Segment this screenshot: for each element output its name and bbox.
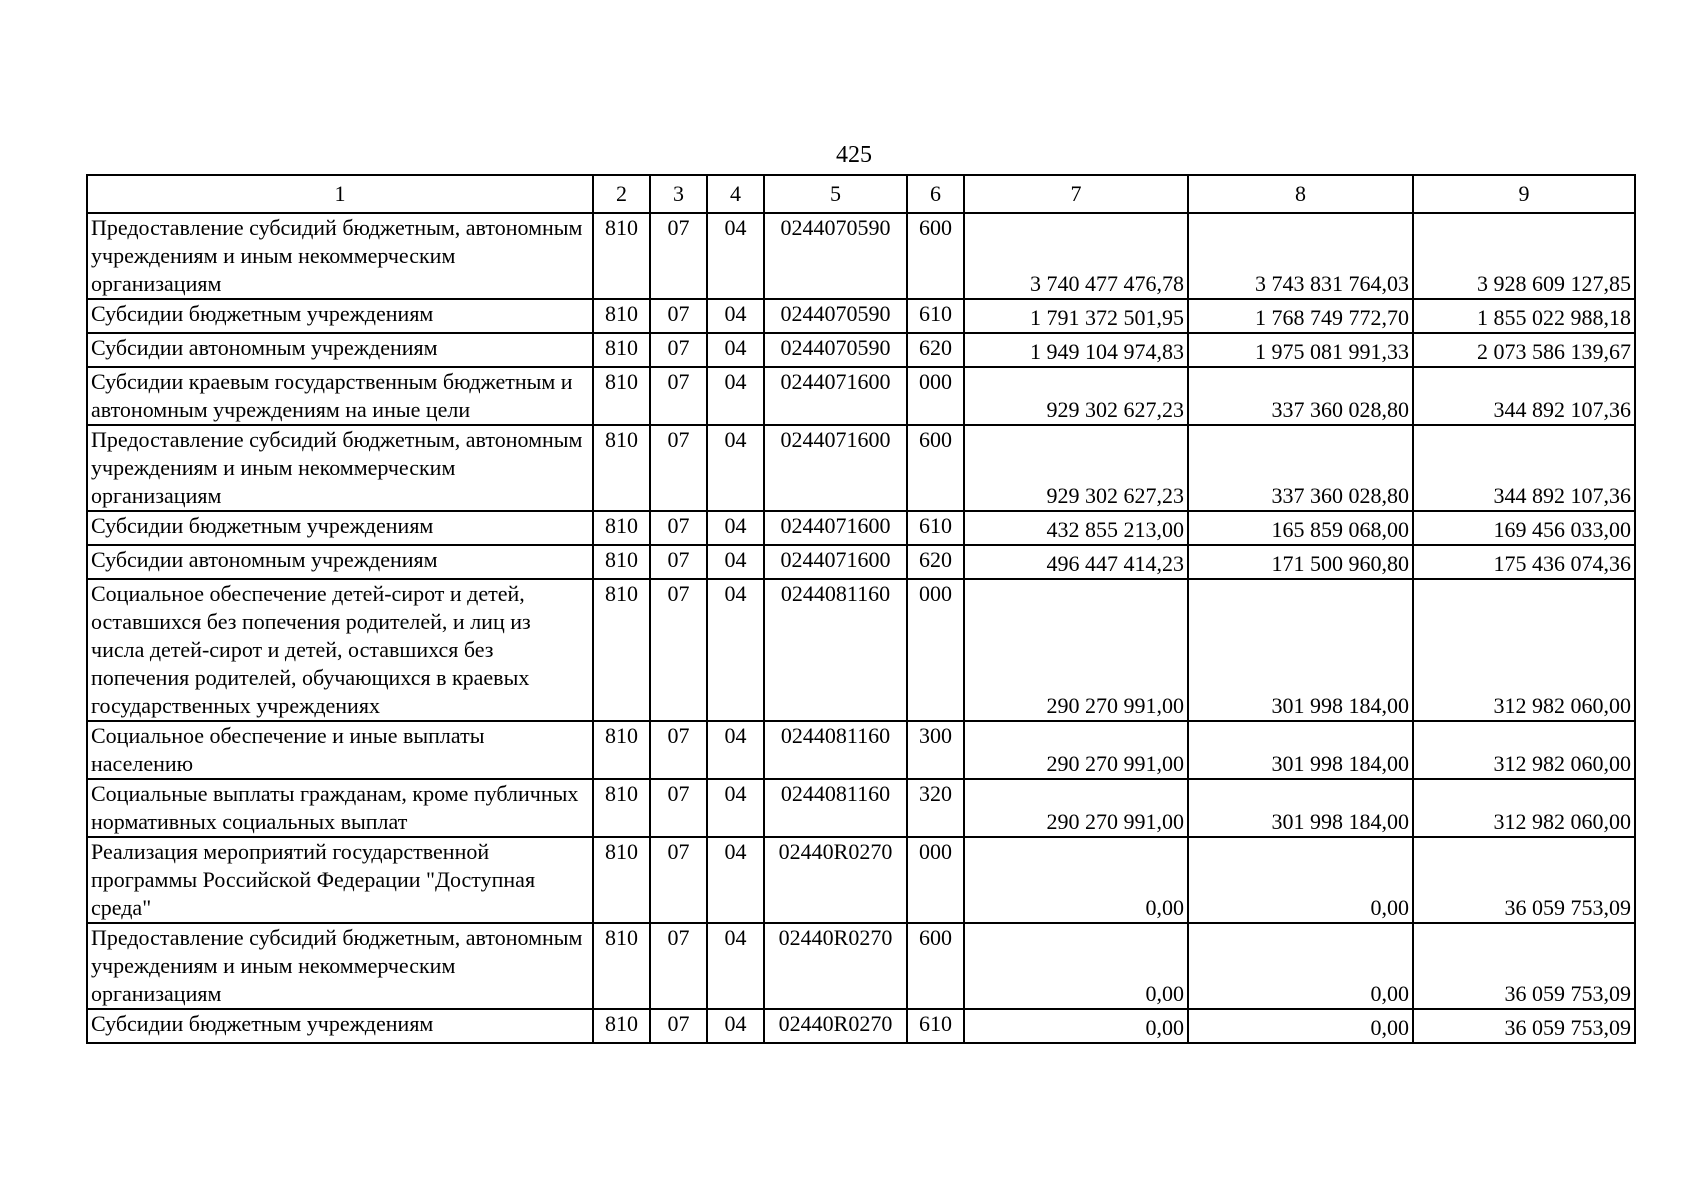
cell-amount-8: 3 743 831 764,03 — [1188, 213, 1413, 299]
cell-amount-8: 337 360 028,80 — [1188, 425, 1413, 511]
cell-code-2: 810 — [593, 721, 650, 779]
table-row — [87, 299, 1635, 333]
cell-amount-8: 301 998 184,00 — [1188, 779, 1413, 837]
cell-amount-7: 929 302 627,23 — [964, 367, 1188, 425]
cell-code-3: 07 — [650, 367, 707, 425]
cell-code-2: 810 — [593, 1009, 650, 1043]
cell-amount-9: 36 059 753,09 — [1413, 837, 1635, 923]
cell-code-4: 04 — [707, 333, 764, 367]
cell-amount-9: 3 928 609 127,85 — [1413, 213, 1635, 299]
budget-table — [86, 174, 1636, 1044]
column-header-7: 7 — [964, 175, 1188, 213]
cell-amount-7: 432 855 213,00 — [964, 511, 1188, 545]
cell-amount-9: 175 436 074,36 — [1413, 545, 1635, 579]
cell-code-4: 04 — [707, 579, 764, 721]
cell-code-4: 04 — [707, 213, 764, 299]
table-row — [87, 511, 1635, 545]
cell-amount-9: 36 059 753,09 — [1413, 923, 1635, 1009]
cell-name: Субсидии автономным учреждениям — [87, 545, 593, 579]
table-row — [87, 779, 1635, 837]
cell-code-2: 810 — [593, 367, 650, 425]
cell-code-4: 04 — [707, 299, 764, 333]
column-header-9: 9 — [1413, 175, 1635, 213]
cell-code-3: 07 — [650, 333, 707, 367]
column-header-8: 8 — [1188, 175, 1413, 213]
cell-amount-9: 312 982 060,00 — [1413, 779, 1635, 837]
cell-amount-7: 0,00 — [964, 923, 1188, 1009]
table-row — [87, 425, 1635, 511]
cell-code-3: 07 — [650, 837, 707, 923]
table-row — [87, 545, 1635, 579]
cell-code-3: 07 — [650, 213, 707, 299]
cell-code-5: 0244071600 — [764, 545, 907, 579]
cell-code-2: 810 — [593, 779, 650, 837]
cell-name: Предоставление субсидий бюджетным, автономным учреждениям и иным некоммерческим организациям — [87, 425, 593, 511]
cell-amount-8: 0,00 — [1188, 837, 1413, 923]
cell-code-6: 600 — [907, 923, 964, 1009]
cell-code-5: 02440R0270 — [764, 837, 907, 923]
cell-amount-7: 1 949 104 974,83 — [964, 333, 1188, 367]
cell-amount-7: 290 270 991,00 — [964, 721, 1188, 779]
cell-code-6: 620 — [907, 333, 964, 367]
cell-amount-7: 1 791 372 501,95 — [964, 299, 1188, 333]
cell-name: Предоставление субсидий бюджетным, автономным учреждениям и иным некоммерческим организациям — [87, 213, 593, 299]
table-row — [87, 721, 1635, 779]
cell-code-6: 610 — [907, 1009, 964, 1043]
cell-amount-9: 169 456 033,00 — [1413, 511, 1635, 545]
cell-code-3: 07 — [650, 923, 707, 1009]
cell-code-2: 810 — [593, 545, 650, 579]
cell-code-3: 07 — [650, 779, 707, 837]
cell-amount-9: 1 855 022 988,18 — [1413, 299, 1635, 333]
cell-amount-7: 290 270 991,00 — [964, 579, 1188, 721]
cell-code-6: 620 — [907, 545, 964, 579]
cell-code-6: 000 — [907, 579, 964, 721]
table-row — [87, 579, 1635, 721]
cell-code-5: 0244081160 — [764, 579, 907, 721]
cell-name: Социальное обеспечение детей-сирот и детей, оставшихся без попечения родителей, и лиц из числа детей-сирот и детей, оставшихся без попечения родителей, обучающихся в краевых государственных учреждениях — [87, 579, 593, 721]
cell-amount-7: 496 447 414,23 — [964, 545, 1188, 579]
cell-amount-9: 36 059 753,09 — [1413, 1009, 1635, 1043]
cell-code-2: 810 — [593, 579, 650, 721]
cell-code-5: 0244071600 — [764, 425, 907, 511]
page-number: 425 — [836, 142, 872, 168]
cell-code-4: 04 — [707, 425, 764, 511]
column-header-4: 4 — [707, 175, 764, 213]
cell-name: Субсидии автономным учреждениям — [87, 333, 593, 367]
column-header-6: 6 — [907, 175, 964, 213]
cell-amount-7: 929 302 627,23 — [964, 425, 1188, 511]
cell-code-5: 02440R0270 — [764, 1009, 907, 1043]
cell-name: Реализация мероприятий государственной программы Российской Федерации "Доступная среда" — [87, 837, 593, 923]
header-row — [87, 175, 1635, 213]
cell-code-5: 0244070590 — [764, 333, 907, 367]
cell-amount-8: 337 360 028,80 — [1188, 367, 1413, 425]
cell-code-5: 02440R0270 — [764, 923, 907, 1009]
column-header-2: 2 — [593, 175, 650, 213]
cell-code-6: 600 — [907, 213, 964, 299]
cell-code-3: 07 — [650, 425, 707, 511]
cell-name: Социальные выплаты гражданам, кроме публичных нормативных социальных выплат — [87, 779, 593, 837]
cell-code-2: 810 — [593, 299, 650, 333]
table-row — [87, 923, 1635, 1009]
cell-code-5: 0244070590 — [764, 299, 907, 333]
cell-name: Социальное обеспечение и иные выплаты населению — [87, 721, 593, 779]
cell-name: Предоставление субсидий бюджетным, автономным учреждениям и иным некоммерческим организациям — [87, 923, 593, 1009]
cell-code-2: 810 — [593, 213, 650, 299]
cell-code-5: 0244070590 — [764, 213, 907, 299]
column-header-1: 1 — [87, 175, 593, 213]
table-row — [87, 367, 1635, 425]
cell-amount-7: 0,00 — [964, 1009, 1188, 1043]
cell-code-4: 04 — [707, 779, 764, 837]
cell-code-5: 0244081160 — [764, 721, 907, 779]
cell-amount-9: 344 892 107,36 — [1413, 425, 1635, 511]
cell-name: Субсидии бюджетным учреждениям — [87, 511, 593, 545]
cell-amount-8: 165 859 068,00 — [1188, 511, 1413, 545]
cell-amount-9: 2 073 586 139,67 — [1413, 333, 1635, 367]
cell-code-4: 04 — [707, 511, 764, 545]
cell-amount-8: 171 500 960,80 — [1188, 545, 1413, 579]
cell-code-5: 0244071600 — [764, 511, 907, 545]
cell-amount-8: 0,00 — [1188, 923, 1413, 1009]
cell-code-2: 810 — [593, 923, 650, 1009]
cell-code-5: 0244071600 — [764, 367, 907, 425]
cell-code-4: 04 — [707, 837, 764, 923]
cell-code-3: 07 — [650, 545, 707, 579]
cell-code-4: 04 — [707, 923, 764, 1009]
cell-amount-7: 0,00 — [964, 837, 1188, 923]
table-row — [87, 1009, 1635, 1043]
cell-code-4: 04 — [707, 721, 764, 779]
column-header-3: 3 — [650, 175, 707, 213]
cell-amount-8: 1 768 749 772,70 — [1188, 299, 1413, 333]
table-row — [87, 837, 1635, 923]
cell-code-5: 0244081160 — [764, 779, 907, 837]
cell-code-2: 810 — [593, 425, 650, 511]
cell-amount-7: 290 270 991,00 — [964, 779, 1188, 837]
cell-amount-8: 301 998 184,00 — [1188, 721, 1413, 779]
cell-name: Субсидии бюджетным учреждениям — [87, 1009, 593, 1043]
cell-name: Субсидии бюджетным учреждениям — [87, 299, 593, 333]
table-row — [87, 213, 1635, 299]
cell-code-6: 320 — [907, 779, 964, 837]
cell-code-6: 000 — [907, 837, 964, 923]
cell-amount-9: 312 982 060,00 — [1413, 579, 1635, 721]
cell-code-3: 07 — [650, 721, 707, 779]
cell-code-6: 600 — [907, 425, 964, 511]
cell-amount-8: 1 975 081 991,33 — [1188, 333, 1413, 367]
cell-code-6: 610 — [907, 511, 964, 545]
cell-code-3: 07 — [650, 1009, 707, 1043]
cell-code-3: 07 — [650, 299, 707, 333]
table-body — [87, 213, 1635, 1043]
cell-code-2: 810 — [593, 837, 650, 923]
table-row — [87, 333, 1635, 367]
cell-code-4: 04 — [707, 545, 764, 579]
cell-code-2: 810 — [593, 511, 650, 545]
cell-amount-8: 0,00 — [1188, 1009, 1413, 1043]
cell-amount-8: 301 998 184,00 — [1188, 579, 1413, 721]
cell-amount-7: 3 740 477 476,78 — [964, 213, 1188, 299]
cell-code-3: 07 — [650, 511, 707, 545]
cell-code-6: 300 — [907, 721, 964, 779]
cell-code-3: 07 — [650, 579, 707, 721]
cell-code-4: 04 — [707, 1009, 764, 1043]
column-header-5: 5 — [764, 175, 907, 213]
cell-code-2: 810 — [593, 333, 650, 367]
cell-amount-9: 344 892 107,36 — [1413, 367, 1635, 425]
cell-code-6: 000 — [907, 367, 964, 425]
cell-code-4: 04 — [707, 367, 764, 425]
cell-code-6: 610 — [907, 299, 964, 333]
cell-amount-9: 312 982 060,00 — [1413, 721, 1635, 779]
cell-name: Субсидии краевым государственным бюджетным и автономным учреждениям на иные цели — [87, 367, 593, 425]
